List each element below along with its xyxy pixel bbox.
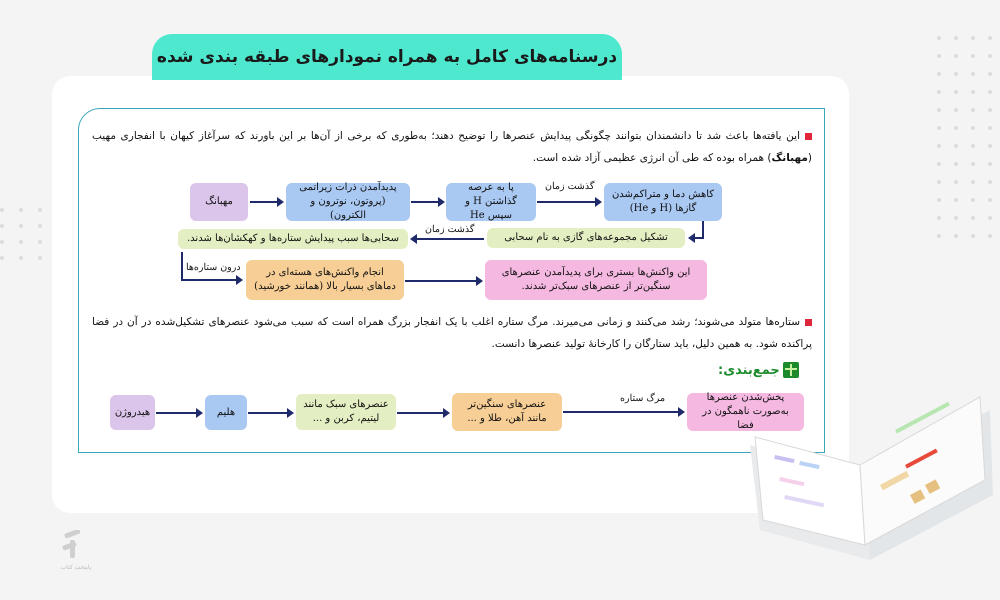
book-illustration bbox=[745, 385, 995, 560]
arrow bbox=[250, 201, 282, 203]
logo-text: پایتخت کتاب bbox=[60, 564, 92, 571]
box-heavier-elements: عنصرهای سنگین‌تر مانند آهن، طلا و ... bbox=[452, 393, 562, 431]
paragraph-stars bbox=[92, 311, 812, 355]
box-cooling: کاهش دما و متراکم‌شدن گازها (H و He) bbox=[604, 183, 722, 221]
page-title: درسنامه‌های کامل به همراه نمودارهای طبقه بندی شده bbox=[156, 47, 618, 67]
arrow bbox=[181, 279, 241, 281]
arrow bbox=[397, 412, 448, 414]
box-subatomic: پدیدآمدن ذرات زیراتمی (پروتون، نوترون و الکترون) bbox=[286, 183, 410, 221]
arrow bbox=[563, 411, 683, 413]
summary-heading bbox=[718, 362, 799, 378]
arrow bbox=[156, 412, 201, 414]
label-star-death: مرگ ستاره bbox=[620, 393, 666, 404]
box-nebula: تشکیل مجموعه‌های گازی به نام سحابی bbox=[487, 228, 685, 248]
box-h-he: پا به عرصه گذاشتن H و سپس He bbox=[446, 183, 536, 221]
arrow bbox=[405, 280, 481, 282]
box-hydrogen: هیدروژن bbox=[110, 395, 155, 430]
bold-term: مهبانگ bbox=[771, 152, 808, 164]
box-scatter: پخش‌شدن عنصرها به‌صورت ناهمگون در فضا bbox=[687, 393, 804, 431]
logo-icon bbox=[56, 530, 96, 562]
paragraph-text: ) همراه بوده که طی آن انرژی عظیمی آزاد شده است. bbox=[532, 152, 772, 164]
arrow bbox=[412, 238, 484, 240]
box-stars: سحابی‌ها سبب پیدایش ستاره‌ها و کهکشان‌ها شدند. bbox=[178, 229, 408, 249]
box-big-bang: مهبانگ bbox=[190, 183, 248, 221]
arrow bbox=[537, 201, 600, 203]
title-tab bbox=[152, 34, 622, 80]
bullet-icon bbox=[805, 133, 812, 140]
label-time-passing: گذشت زمان bbox=[545, 181, 595, 192]
paragraph-big-bang bbox=[92, 125, 812, 169]
box-heavy-elements: این واکنش‌ها بستری برای پدیدآمدن عنصرهای سنگین‌تر از عنصرهای سبک‌تر شدند. bbox=[485, 260, 707, 300]
arrow bbox=[690, 237, 704, 239]
decorative-dots-left bbox=[0, 208, 42, 260]
arrow bbox=[248, 412, 292, 414]
gift-icon bbox=[783, 362, 799, 378]
box-fusion: انجام واکنش‌های هسته‌ای در دماهای بسیار بالا (همانند خورشید) bbox=[246, 260, 404, 300]
label-time-passing: گذشت زمان bbox=[425, 224, 475, 235]
label-inside-stars: درون ستاره‌ها bbox=[186, 262, 241, 273]
arrow bbox=[411, 201, 443, 203]
connector bbox=[181, 252, 183, 280]
connector bbox=[702, 221, 704, 238]
bullet-icon bbox=[805, 319, 812, 326]
paragraph-text: ستاره‌ها متولد می‌شوند؛ رشد می‌کنند و زمانی می‌میرند. مرگ ستاره اغلب با یک انفجار بزرگ همراه است که سبب می‌شود عنصرهای تشکیل‌شده در آن در فضا پراکنده شود. به همین دلیل، باید ستارگان را کارخانهٔ تولید عنصرها دانست. bbox=[92, 316, 812, 350]
box-helium: هلیم bbox=[205, 395, 247, 430]
paragraph-text: این یافته‌ها باعث شد تا دانشمندان بتوانند چگونگی پیدایش عنصرها را توضیح دهند؛ به‌طوری که برخی از آن‌ها بر این باورند که سرآغاز کیهان با انفجاری مهیب ( bbox=[92, 130, 812, 164]
box-light-elements: عنصرهای سبک مانند لیتیم، کربن و ... bbox=[296, 394, 396, 430]
decorative-dots-right bbox=[937, 36, 992, 238]
publisher-logo bbox=[56, 530, 96, 575]
summary-title: جمع‌بندی: bbox=[718, 362, 780, 378]
